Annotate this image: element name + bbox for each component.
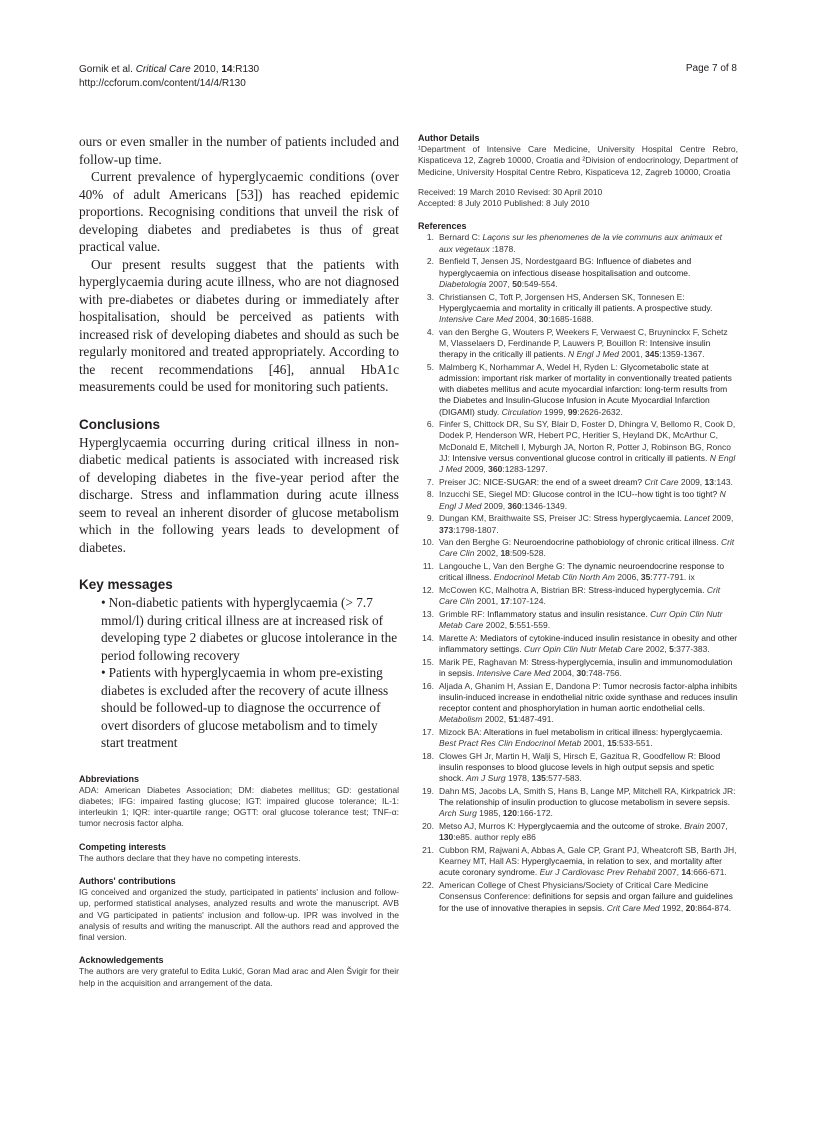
reference-authors: Finfer S, Chittock DR, Su SY, Blair D, Foster D, Dhingra V, Bellomo R, Cook D, Dodek P, Henderson WR, Hebert PC, Heritier S, Heyland DK, McArthur C, McDonald E, Mitchell I, Myburgh JA, Norton R, Potter J, Robinson BG, Ronco JJ:: [439, 419, 736, 463]
reference-authors: Aljada A, Ghanim H, Assian E, Dandona P:: [439, 680, 603, 691]
reference-volume: 135: [531, 773, 546, 784]
reference-item: [418, 362, 738, 418]
reference-journal: Crit Care Clin: [439, 537, 735, 559]
reference-title: Stress-induced hyperglycemia.: [588, 585, 707, 596]
reference-authors: Dungan KM, Braithwaite SS, Preiser JC:: [439, 513, 594, 524]
reference-item: [418, 537, 738, 559]
reference-journal: Metabolism: [439, 714, 483, 725]
reference-volume: 130: [439, 832, 454, 843]
reference-year: 2004,: [550, 668, 577, 678]
reference-volume: 99: [567, 406, 578, 417]
reference-item: [418, 477, 738, 488]
reference-item: [418, 845, 738, 879]
reference-year: 2002,: [643, 644, 670, 655]
authors-contributions-text: IG conceived and organized the study, participated in patients' inclusion and follow-up, performed statistical analyses, analyzed results and wrote the manuscript. AVB and VG participated in patients' inclusion and follow-up. IPR was involved in the analysis of results and writing the manuscript. All the authors read and approved the final version.: [79, 886, 399, 943]
reference-year: 2007,: [704, 821, 728, 832]
reference-year: 2009,: [481, 500, 508, 511]
reference-volume: 13: [704, 476, 714, 487]
left-column: [79, 133, 399, 989]
body-paragraph-1: ours or even smaller in the number of patients included and follow-up time.: [79, 134, 399, 167]
reference-year: 2007,: [486, 278, 513, 289]
reference-title: Stress hyperglycaemia.: [593, 513, 685, 524]
reference-item: [418, 292, 738, 326]
key-message-item: [101, 664, 399, 752]
article-dates: [418, 187, 738, 210]
reference-item: [418, 681, 738, 726]
reference-number: 14.: [422, 632, 434, 643]
reference-item: [418, 609, 738, 631]
reference-pages: :577-583.: [545, 773, 582, 784]
reference-year: 1999,: [541, 406, 568, 417]
reference-volume: 345: [645, 349, 660, 360]
reference-year: 2001,: [581, 738, 608, 749]
key-messages-list: [79, 594, 399, 752]
reference-title: The dynamic neuroendocrine response to critical illness.: [439, 561, 725, 583]
reference-title: Alterations in fuel metabolism in critical illness: hyperglycaemia.: [483, 727, 723, 738]
reference-pages: :549-554.: [521, 278, 558, 289]
reference-authors: Christiansen C, Toft P, Jorgensen HS, Andersen SK, Tonnesen E:: [439, 291, 685, 302]
reference-item: [418, 327, 738, 361]
reference-pages: :1685-1688.: [548, 313, 594, 324]
reference-number: 1.: [426, 232, 434, 243]
reference-title: Glucose control in the ICU--how tight is too tight?: [532, 489, 720, 500]
reference-number: 13.: [422, 608, 434, 619]
reference-title: Influence of diabetes and hyperglycaemia on infectious disease hospitalisation and outcome.: [439, 256, 692, 278]
reference-journal: Lancet: [684, 513, 710, 524]
reference-journal: Laçons sur les phenomenes de la vie communs aux animaux et aux vegetaux: [439, 232, 723, 254]
reference-pages: :533-551.: [616, 738, 653, 749]
header-url[interactable]: http://ccforum.com/content/14/4/R130: [79, 77, 246, 89]
reference-title: Intensive insulin therapy in the critically ill patients.: [439, 337, 711, 360]
reference-item: [418, 633, 738, 655]
reference-year: 2002,: [483, 620, 510, 631]
bullet-icon: •: [101, 665, 106, 680]
reference-volume: 20: [685, 902, 696, 913]
reference-year: 2001,: [619, 349, 646, 360]
header-authors: Gornik et al.: [79, 64, 133, 75]
reference-title: The relationship of insulin production to glucose metabolism in severe sepsis.: [439, 797, 731, 808]
reference-year: 2004,: [512, 313, 539, 324]
reference-volume: 15: [607, 738, 617, 749]
reference-volume: 360: [507, 500, 522, 511]
right-column: [418, 133, 738, 915]
key-message-text: Patients with hyperglycaemia in whom pre-existing diabetes is excluded after the recovery of acute illness should be followed-up to diagnose the occurrence of overt disorders of glucose metabolism and to timely start treatment: [101, 665, 389, 750]
reference-item: [418, 513, 738, 535]
reference-item: [418, 751, 738, 785]
authors-contributions-heading: Authors' contributions: [79, 875, 176, 886]
reference-journal: Crit Care: [644, 476, 679, 487]
reference-journal: N Engl J Med: [439, 452, 736, 475]
reference-authors: Cubbon RM, Rajwani A, Abbas A, Gale CP, Grant PJ, Wheatcroft SB, Barth JH, Kearney MT, Hall AS:: [439, 845, 737, 867]
reference-authors: Grimble RF:: [439, 608, 488, 619]
reference-authors: McCowen KC, Malhotra A, Bistrian BR:: [439, 585, 589, 596]
reference-year: 1985,: [476, 808, 503, 819]
reference-pages: :864-874.: [695, 902, 732, 913]
reference-pages: :1283-1297.: [502, 464, 548, 475]
authors-contributions-section: [79, 876, 399, 943]
reference-authors: Bernard C:: [439, 232, 483, 243]
reference-title: Inflammatory status and insulin resistance.: [487, 608, 651, 619]
header-year: 2010,: [193, 64, 219, 75]
competing-interests-text: The authors declare that they have no competing interests.: [79, 852, 301, 863]
reference-title: Hyperglycaemia, in relation to sex, and mortality after acute coronary syndrome.: [439, 856, 722, 878]
reference-authors: Langouche L, Van den Berghe G:: [439, 561, 568, 572]
reference-number: 8.: [426, 489, 434, 500]
reference-pages: :2626-2632.: [577, 406, 623, 417]
reference-item: [418, 256, 738, 290]
reference-number: 21.: [422, 845, 434, 856]
reference-journal: Arch Surg: [439, 808, 477, 819]
reference-authors: Benfield T, Jensen JS, Nordestgaard BG:: [439, 256, 597, 267]
reference-journal: Intensive Care Med: [476, 668, 551, 678]
reference-item: [418, 585, 738, 607]
abbreviations-text: ADA: American Diabetes Association; DM: diabetes mellitus; GD: gestational diabetes; IFG: impaired fasting glucose; IGT: impaired glucose tolerance; IL-1: interleukin 1; IQR: inter-quartile range; OGTT: oral glucose tolerance test; TNF-α: tumor necrosis factor alpha.: [79, 784, 399, 829]
reference-authors: Preiser JC:: [439, 476, 484, 487]
reference-volume: 30: [538, 313, 549, 324]
body-paragraph-3: Our present results suggest that the patients with hyperglycaemia during acute illness, who are not diagnosed with pre-diabetes or diabetes during or immediately after hospitalisation, should be perceived as patients with increased risk of developing diabetes and should as such be regularly monitored and treated appropriately. According to the recent recommendations [46], annual HbA1c measurements could be used for monitoring such patients.: [79, 256, 399, 394]
reference-authors: American College of Chest Physicians/Society of Critical Care Medicine Consensus Conference:: [439, 880, 709, 902]
reference-year: 2009,: [462, 464, 489, 475]
reference-title: Stress-hyperglycemia, insulin and immunomodulation in sepsis.: [439, 656, 733, 678]
reference-authors: Van den Berghe G:: [439, 537, 514, 548]
body-paragraph-2: Current prevalence of hyperglycaemic conditions (over 40% of adult Americans [53]) has reached epidemic proportions. Recognising conditions that unveil the risk of developing diabetes and prediabetes is thus of great practical value.: [79, 169, 399, 254]
received-date: Received: 19 March 2010 Revised: 30 April 2010: [418, 186, 603, 197]
author-details-text: ¹Department of Intensive Care Medicine, University Hospital Centre Rebro, Kispaticeva 12, Zagreb 10000, Croatia and ²Division of endocrinology, Department of Medicine, University Hospital Centre Rebro, Kispaticeva 12, Zagreb 10000, Croatia: [418, 144, 738, 177]
reference-item: [418, 821, 738, 843]
key-message-item: [101, 594, 399, 664]
reference-authors: Marik PE, Raghavan M:: [439, 656, 532, 667]
accepted-date: Accepted: 8 July 2010 Published: 8 July 2010: [418, 198, 590, 209]
reference-pages: :748-756.: [585, 668, 622, 678]
acknowledgements-text: The authors are very grateful to Edita Lukić, Goran Mad arac and Alen Švigir for their help in the acquisition and arrangement of the data.: [79, 966, 399, 988]
reference-item: [418, 880, 738, 914]
reference-title: Glycometabolic state at admission: important risk marker of mortality in conventionally treated patients with diabetes mellitus and acute myocardial infarction: long-term results from the Diabetes and Insulin-Glucose Infusion in Acute Myocardial Infarction (DIGAMI) study.: [439, 361, 732, 417]
reference-title: definitions for sepsis and organ failure and guidelines for the use of innovative therapies in sepsis.: [439, 891, 733, 913]
author-details-heading: Author Details: [418, 133, 480, 143]
competing-interests-section: [79, 842, 399, 864]
reference-volume: 120: [502, 808, 517, 819]
reference-item: [418, 561, 738, 583]
reference-item: [418, 657, 738, 679]
reference-number: 3.: [426, 291, 434, 302]
reference-pages: :666-671.: [690, 867, 727, 878]
reference-title: Blood insulin responses to blood glucose levels in high output sepsis and spetic shock.: [439, 750, 721, 784]
reference-title: Mediators of cytokine-induced insulin resistance in obesity and other inflammatory settings.: [439, 632, 738, 655]
reference-journal: Am J Surg: [465, 773, 506, 784]
competing-interests-heading: Competing interests: [79, 841, 167, 852]
page-number: Page 7 of 8: [685, 63, 737, 74]
reference-volume: 373: [439, 524, 454, 535]
reference-year: :1878.: [489, 243, 516, 254]
reference-item: [418, 727, 738, 749]
bullet-icon: •: [101, 595, 106, 610]
reference-volume: 5: [669, 644, 674, 655]
citation-line: [79, 63, 259, 77]
reference-title: Intensive versus conventional glucose control in critically ill patients.: [452, 452, 710, 463]
reference-volume: 35: [640, 572, 651, 583]
reference-number: 10.: [422, 537, 434, 548]
reference-number: 18.: [422, 750, 434, 761]
conclusions-heading: Conclusions: [79, 416, 161, 432]
reference-pages: :166-172.: [516, 808, 553, 819]
reference-journal: N Engl J Med: [567, 349, 620, 360]
reference-number: 20.: [422, 821, 434, 832]
reference-number: 16.: [422, 680, 434, 691]
reference-item: [418, 232, 738, 254]
reference-volume: 5: [509, 620, 515, 631]
reference-pages: :377-383.: [673, 644, 710, 655]
reference-journal: Diabetologia: [439, 278, 487, 289]
reference-journal: Curr Opin Clin Nutr Metab Care: [439, 608, 723, 631]
reference-authors: Marette A:: [439, 632, 481, 643]
reference-volume: 14: [681, 867, 691, 878]
reference-journal: Curr Opin Clin Nutr Metab Care: [524, 644, 644, 655]
header-article: :R130: [232, 64, 260, 75]
reference-journal: Best Pract Res Clin Endocrinol Metab: [439, 738, 582, 749]
reference-pages: :777-791. ix: [650, 572, 695, 583]
reference-number: 4.: [426, 326, 434, 337]
conclusions-text: Hyperglycaemia occurring during critical illness in non-diabetic medical patients is associated with increased risk of developing diabetes in the five-year period after the discharge. Stress and inflammation during acute illness seem to reveal an inherent disorder of glucose metabolism which in the following years leads to development of diabetes.: [79, 434, 399, 555]
reference-item: [418, 786, 738, 820]
reference-pages: :143.: [714, 476, 733, 487]
reference-journal: Brain: [684, 821, 705, 832]
reference-pages: :107-124.: [509, 596, 546, 607]
reference-journal: Endocrinol Metab Clin North Am: [493, 572, 615, 583]
reference-title: Tumor necrosis factor-alpha inhibits insulin-induced increase in endothelial nitric oxide synthase and reduces insulin receptor content and phosphorylation in human aortic endothelial cells.: [439, 680, 738, 714]
reference-year: 2009,: [709, 513, 734, 524]
reference-pages: :e85. author reply e86: [453, 832, 536, 843]
running-header: [79, 63, 259, 90]
reference-number: 19.: [422, 786, 434, 797]
reference-year: 2002,: [482, 714, 509, 725]
reference-number: 6.: [426, 419, 434, 430]
reference-number: 9.: [426, 513, 434, 524]
reference-volume: 18: [500, 548, 510, 559]
reference-authors: Malmberg K, Norhammar A, Wedel H, Ryden L:: [439, 361, 621, 372]
reference-number: 12.: [422, 585, 434, 596]
reference-year: 2006,: [614, 572, 641, 583]
header-journal: Critical Care: [135, 64, 191, 75]
reference-authors: Mizock BA:: [439, 727, 484, 738]
reference-pages: :1346-1349.: [521, 500, 568, 511]
reference-list: [418, 232, 738, 913]
reference-authors: Inzucchi SE, Siegel MD:: [439, 489, 533, 500]
reference-title: Neuroendocrine pathobiology of chronic critical illness.: [513, 537, 721, 548]
reference-authors: van den Berghe G, Wouters P, Weekers F, Verwaest C, Bruyninckx F, Schetz M, Vlasselaers D, Ferdinande P, Lauwers P, Bouillon R:: [439, 326, 728, 348]
acknowledgements-section: [79, 955, 399, 989]
reference-authors: Metso AJ, Murros K:: [439, 821, 518, 832]
reference-year: 2002,: [474, 548, 501, 559]
reference-pages: :509-528.: [509, 548, 546, 559]
reference-year: 1992,: [659, 902, 686, 913]
reference-journal: Crit Care Clin: [439, 585, 721, 607]
reference-number: 2.: [426, 256, 434, 267]
reference-pages: :487-491.: [517, 714, 554, 725]
reference-title: Hyperglycaemia and mortality in critically ill patients. A prospective study.: [439, 302, 713, 313]
reference-year: 2007,: [655, 867, 682, 878]
reference-year: 2001,: [474, 596, 501, 607]
reference-pages: :1798-1807.: [453, 524, 499, 535]
reference-title: NICE-SUGAR: the end of a sweet dream?: [483, 476, 645, 487]
references-heading: References: [418, 221, 467, 232]
reference-number: 15.: [422, 656, 434, 667]
reference-journal: Circulation: [501, 406, 542, 417]
header-volume: 14: [221, 64, 233, 75]
reference-year: 2009,: [678, 476, 705, 487]
reference-volume: 360: [488, 464, 503, 475]
reference-journal: Eur J Cardiovasc Prev Rehabil: [539, 867, 656, 878]
reference-volume: 30: [576, 668, 586, 678]
reference-item: [418, 489, 738, 511]
reference-number: 22.: [422, 880, 434, 891]
reference-title: Hyperglycaemia and the outcome of stroke.: [517, 821, 685, 832]
abbreviations-heading: Abbreviations: [79, 773, 140, 784]
reference-journal: Intensive Care Med: [439, 313, 513, 324]
key-messages-heading: Key messages: [79, 577, 173, 592]
reference-authors: Clowes GH Jr, Martin H, Walji S, Hirsch E, Gazitua R, Goodfellow R:: [439, 750, 699, 761]
reference-number: 5.: [426, 361, 434, 372]
reference-number: 17.: [422, 727, 434, 738]
reference-item: [418, 419, 738, 475]
reference-number: 7.: [426, 476, 434, 487]
abbreviations-section: [79, 774, 399, 830]
reference-year: 1978,: [505, 773, 532, 784]
reference-journal: Crit Care Med: [606, 902, 660, 913]
acknowledgements-heading: Acknowledgements: [79, 955, 164, 966]
reference-volume: 50: [512, 278, 522, 289]
reference-authors: Dahn MS, Jacobs LA, Smith S, Hans B, Lange MP, Mitchell RA, Kirkpatrick JR:: [439, 786, 736, 797]
reference-pages: :1359-1367.: [659, 349, 705, 360]
reference-pages: :551-559.: [514, 620, 551, 631]
reference-volume: 51: [508, 714, 518, 725]
key-message-text: Non-diabetic patients with hyperglycaemia (> 7.7 mmol/l) during critical illness are at increased risk of developing type 2 diabetes or glucose intolerance in the period following recovery: [101, 595, 398, 663]
reference-journal: N Engl J Med: [439, 489, 726, 511]
reference-volume: 17: [500, 596, 510, 607]
reference-number: 11.: [422, 561, 434, 572]
